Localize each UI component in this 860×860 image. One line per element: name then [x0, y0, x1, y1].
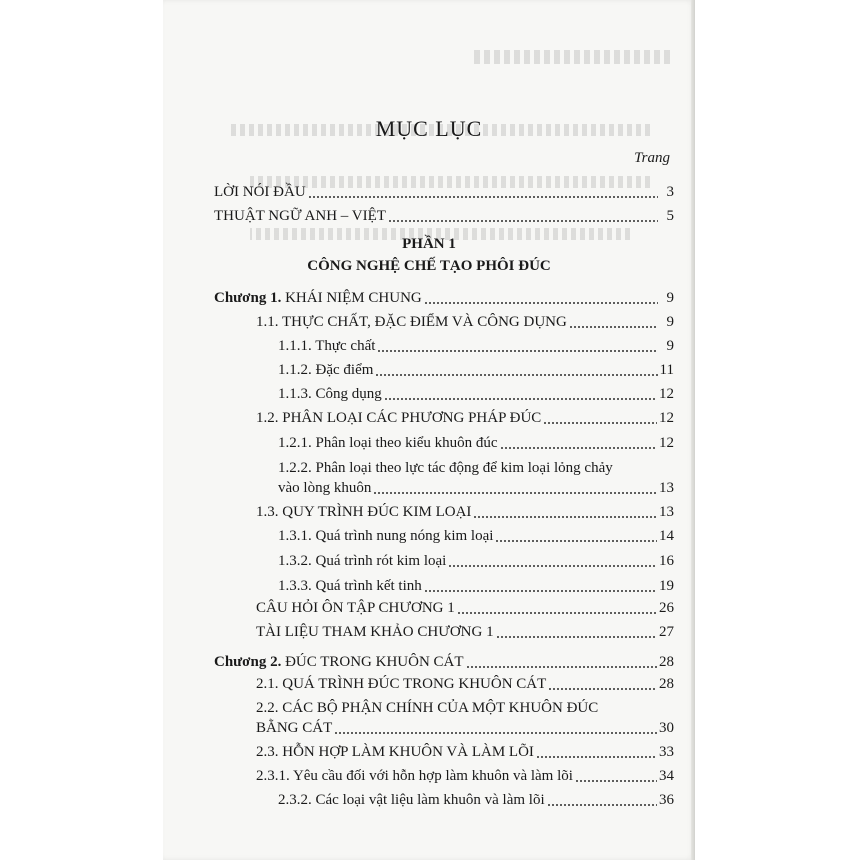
- toc-entry-label: 1.3.3. Quá trình kết tinh: [278, 578, 422, 594]
- leader-dots: [543, 422, 658, 424]
- toc-page-number: 12: [659, 410, 674, 426]
- toc-page-number: 11: [659, 362, 674, 378]
- toc-entry[interactable]: [256, 598, 674, 618]
- toc-entry-label: 1.3.2. Quá trình rót kim loại: [278, 553, 447, 569]
- leader-dots: [377, 350, 658, 352]
- page-column-label: Trang: [634, 150, 670, 166]
- toc-page-number: 13: [659, 480, 674, 496]
- toc-entry-label: TÀI LIỆU THAM KHẢO CHƯƠNG 1: [256, 624, 494, 640]
- toc-entry[interactable]: [214, 652, 674, 672]
- leader-dots: [424, 302, 658, 304]
- toc-page-number: 14: [659, 528, 674, 544]
- leader-dots: [500, 447, 658, 449]
- toc-page-number: 9: [666, 314, 674, 330]
- toc-entry-label: 1.3.1. Quá trình nung nóng kim loại: [278, 528, 494, 544]
- toc-entry-label: CÂU HỎI ÔN TẬP CHƯƠNG 1: [256, 600, 455, 616]
- toc-entry[interactable]: [278, 458, 674, 498]
- toc-entry[interactable]: [278, 790, 674, 810]
- leader-dots: [495, 540, 658, 542]
- toc-entry[interactable]: [278, 526, 674, 546]
- toc-page-number: 16: [659, 553, 674, 569]
- leader-dots: [547, 804, 658, 806]
- leader-dots: [424, 590, 658, 592]
- toc-page-number: 27: [659, 624, 674, 640]
- leader-dots: [375, 374, 658, 376]
- leader-dots: [457, 612, 658, 614]
- toc-entry-label: Chương 2. ĐÚC TRONG KHUÔN CÁT: [214, 654, 464, 670]
- toc-entry-label: 1.1.3. Công dụng: [278, 386, 382, 402]
- leader-dots: [569, 326, 658, 328]
- leader-dots: [575, 780, 658, 782]
- toc-entry-label: 1.2.1. Phân loại theo kiểu khuôn đúc: [278, 435, 498, 451]
- toc-entry-label: 1.1.2. Đặc điểm: [278, 362, 374, 378]
- toc-entry-label: 2.1. QUÁ TRÌNH ĐÚC TRONG KHUÔN CÁT: [256, 676, 547, 692]
- part-number: PHẦN 1: [402, 236, 456, 252]
- page-title: MỤC LỤC: [375, 116, 483, 141]
- toc-entry-label: 1.2.2. Phân loại theo lực tác động để kim loại lỏng chảy: [278, 460, 613, 476]
- toc-entry[interactable]: [278, 576, 674, 596]
- toc-page-number: 36: [659, 792, 674, 808]
- toc-page-number: 26: [659, 600, 674, 616]
- toc-entry[interactable]: [278, 336, 674, 356]
- toc-entry-label: 1.3. QUY TRÌNH ĐÚC KIM LOẠI: [256, 504, 472, 520]
- toc-page-number: 28: [659, 654, 674, 670]
- leader-dots: [334, 732, 658, 734]
- toc-page-number: 13: [659, 504, 674, 520]
- toc-entry[interactable]: [278, 360, 674, 380]
- toc-entry-label: 2.3. HỖN HỢP LÀM KHUÔN VÀ LÀM LÕI: [256, 744, 534, 760]
- leader-dots: [373, 492, 658, 494]
- toc-entry[interactable]: [256, 408, 674, 428]
- toc-entry-front[interactable]: THUẬT NGỮ ANH – VIỆT 5: [214, 208, 674, 224]
- toc-entry-label: 2.3.2. Các loại vật liệu làm khuôn và làm lõi: [278, 792, 545, 808]
- toc-entry-label-cont: vào lòng khuôn: [278, 480, 372, 496]
- leader-dots: [448, 565, 658, 567]
- toc-entry[interactable]: [278, 384, 674, 404]
- toc-entry[interactable]: [256, 502, 674, 522]
- toc-entry[interactable]: [278, 551, 674, 571]
- toc-entry[interactable]: [278, 433, 674, 453]
- toc-entry[interactable]: [256, 742, 674, 762]
- toc-page-number: 9: [666, 290, 674, 306]
- toc-page-number: 33: [659, 744, 674, 760]
- toc-entry[interactable]: [256, 622, 674, 642]
- leader-dots: [384, 398, 658, 400]
- leader-dots: [536, 756, 658, 758]
- chapter-prefix: Chương 1.: [214, 290, 282, 306]
- part-name: CÔNG NGHỆ CHẾ TẠO PHÔI ĐÚC: [307, 258, 551, 274]
- toc-entry-label: 2.3.1. Yêu cầu đối với hỗn hợp làm khuôn và làm lõi: [256, 768, 573, 784]
- toc-page-number: 12: [659, 435, 674, 451]
- toc-entry-label-cont: BẰNG CÁT: [256, 720, 333, 736]
- bleed-through: [470, 50, 670, 64]
- leader-dots: [548, 688, 658, 690]
- toc-entry[interactable]: [256, 698, 674, 738]
- leader-dots: [466, 666, 658, 668]
- toc-entry[interactable]: [256, 312, 674, 332]
- toc-page-number: 28: [659, 676, 674, 692]
- toc-entry-label: 1.1. THỰC CHẤT, ĐẶC ĐIỂM VÀ CÔNG DỤNG: [256, 314, 567, 330]
- leader-dots: [496, 636, 658, 638]
- toc-entry-front[interactable]: LỜI NÓI ĐẦU 3: [214, 184, 674, 200]
- toc-page-number: 12: [659, 386, 674, 402]
- toc-entry-label: 1.2. PHÂN LOẠI CÁC PHƯƠNG PHÁP ĐÚC: [256, 410, 542, 426]
- leader-dots: [473, 516, 658, 518]
- toc-entry-label: Chương 1. KHÁI NIỆM CHUNG: [214, 290, 422, 306]
- toc-entry-label: 1.1.1. Thực chất: [278, 338, 376, 354]
- toc-entry[interactable]: [256, 674, 674, 694]
- chapter-prefix: Chương 2.: [214, 654, 282, 670]
- toc-entry[interactable]: [256, 766, 674, 786]
- toc-entry-label: 2.2. CÁC BỘ PHẬN CHÍNH CỦA MỘT KHUÔN ĐÚC: [256, 700, 599, 716]
- toc-page-number: 34: [659, 768, 674, 784]
- toc-entry[interactable]: [214, 288, 674, 308]
- toc-page-number: 30: [659, 720, 674, 736]
- toc-page-number: 9: [666, 338, 674, 354]
- toc-page-number: 19: [659, 578, 674, 594]
